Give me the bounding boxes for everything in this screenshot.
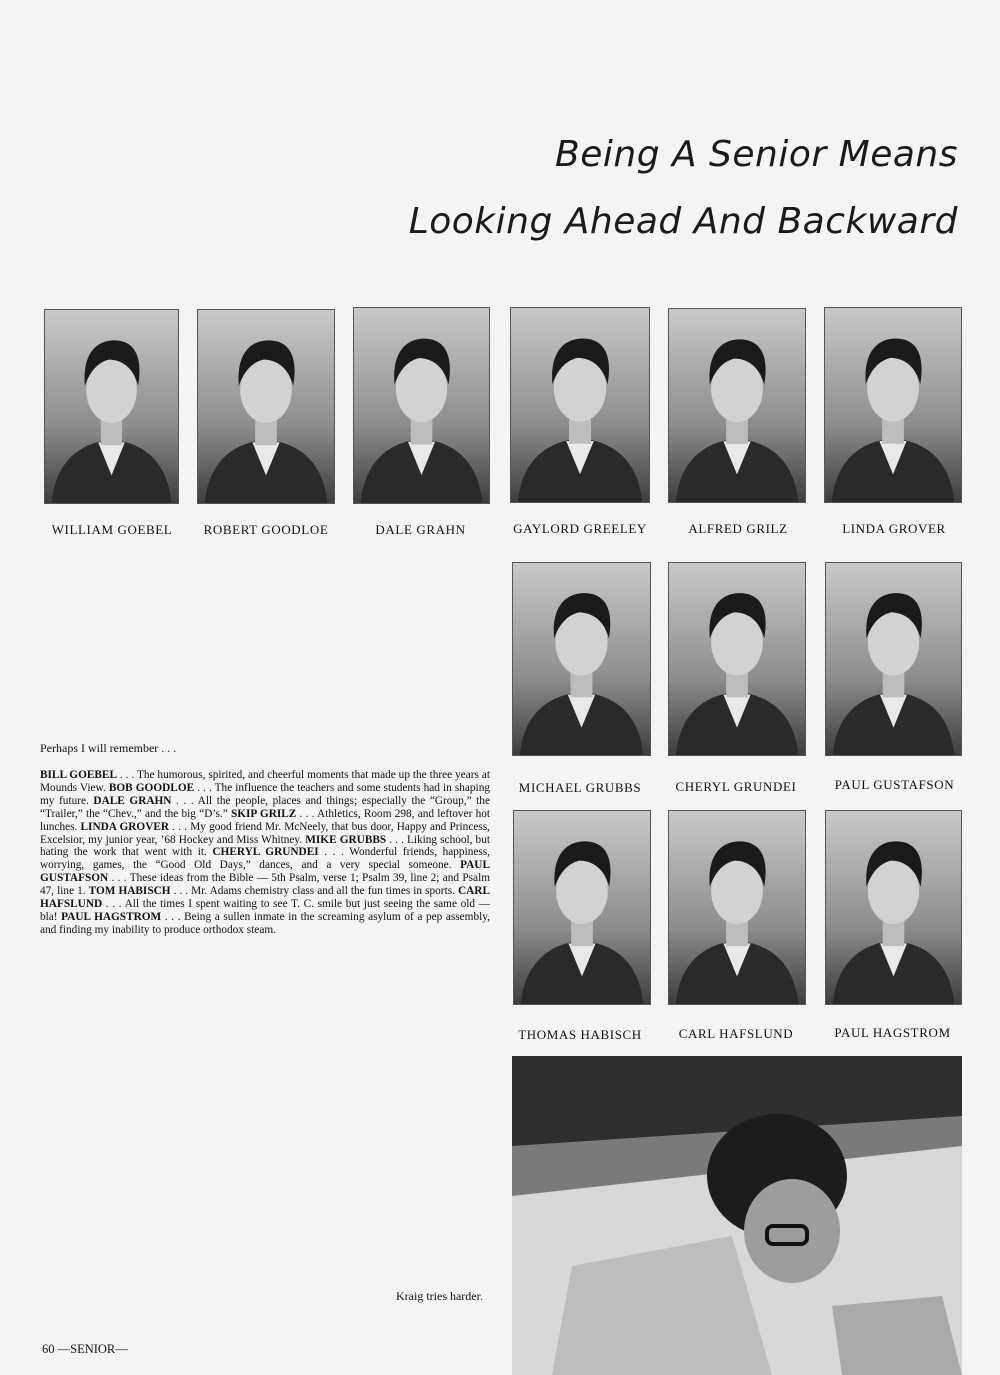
entry-text: . . . All the people, places and things; especially the “Group,” the “Trailer,” the “Chev.,” and the big “D’s.” xyxy=(40,794,490,820)
entry-name: DALE GRAHN xyxy=(93,794,172,807)
portrait-photo-icon xyxy=(669,309,805,502)
portrait-name: CHERYL GRUNDEI xyxy=(675,779,797,794)
entry-text: . . . The influence the teachers and some students had in shaping my future. xyxy=(40,781,490,807)
portrait-name: GAYLORD GREELEY xyxy=(513,521,647,536)
entry-text: . . . All the times I spent waiting to see T. C. smile but just seeing the same old — bla! xyxy=(40,898,490,923)
portrait-photo-icon xyxy=(826,811,961,1004)
portrait-name: PAUL GUSTAFSON xyxy=(834,777,955,792)
entry-text: . . . The humorous, spirited, and cheerful moments that made up the three years at Mounds View. xyxy=(40,769,490,794)
entry-text: . . . My good friend Mr. McNeely, that bus door, Happy and Princess, Excelsior, my junior year, ’68 Hockey and Miss Whitney. xyxy=(40,820,490,846)
entry-name: TOM HABISCH xyxy=(88,885,171,898)
entry-text: . . . Mr. Adams chemistry class and all the fun times in sports. xyxy=(170,885,458,898)
entry-name: MIKE GRUBBS xyxy=(305,833,387,846)
portrait-name: WILLIAM GOEBEL xyxy=(51,522,173,537)
portrait-name: ALFRED GRILZ xyxy=(688,521,788,536)
portrait-photo-paul-gustafson xyxy=(825,562,962,756)
entry-name: CHERYL GRUNDEI xyxy=(212,846,319,859)
portrait-photo-icon xyxy=(511,308,649,502)
portrait-name: DALE GRAHN xyxy=(375,522,466,537)
portrait-name: PAUL HAGSTROM xyxy=(834,1025,951,1040)
entry-name: LINDA GROVER xyxy=(80,820,170,833)
candid-caption: Kraig tries harder. xyxy=(396,1289,483,1303)
portrait-name: MICHAEL GRUBBS xyxy=(518,780,642,795)
portrait-photo-icon xyxy=(669,811,805,1004)
portrait-photo-thomas-habisch xyxy=(513,810,651,1005)
portrait-name: LINDA GROVER xyxy=(842,521,946,536)
entry-text: . . . Liking school, but hating the work that went with it. xyxy=(40,833,490,859)
candid-photo-icon xyxy=(512,1056,962,1375)
entry-name: CARL HAFSLUND xyxy=(40,885,490,911)
portrait-name: ROBERT GOODLOE xyxy=(203,522,329,537)
page-folio: 60 —SENIOR— xyxy=(42,1342,128,1356)
candid-photo xyxy=(512,1056,962,1375)
portrait-photo-icon xyxy=(513,563,650,755)
entry-name: PAUL GUSTAFSON xyxy=(40,859,490,885)
entry-text: . . . These ideas from the Bible — 5th Psalm, verse 1; Psalm 39, line 2; and Psalm 47, line 1. xyxy=(40,872,490,898)
portrait-photo-paul-hagstrom xyxy=(825,810,962,1005)
portrait-photo-carl-hafslund xyxy=(668,810,806,1005)
portrait-photo-icon xyxy=(514,811,650,1004)
entry-text: . . . Athletics, Room 298, and leftover hot lunches. xyxy=(40,807,491,833)
page-title-line-2: Looking Ahead And Backward xyxy=(408,201,958,242)
portrait-photo-william-goebel xyxy=(44,309,179,504)
portrait-photo-alfred-grilz xyxy=(668,308,806,503)
portrait-name: THOMAS HABISCH xyxy=(518,1027,642,1042)
portrait-name: CARL HAFSLUND xyxy=(678,1026,794,1041)
portrait-photo-robert-goodloe xyxy=(197,309,335,504)
portrait-photo-icon xyxy=(354,308,489,503)
entry-name: SKIP GRILZ xyxy=(230,807,297,820)
entry-name: BOB GOODLOE xyxy=(108,781,195,794)
portrait-photo-linda-grover xyxy=(824,307,962,503)
entry-name: PAUL HAGSTROM xyxy=(61,910,162,923)
page-title-line-1: Being A Senior Means xyxy=(555,134,958,175)
portrait-photo-michael-grubbs xyxy=(512,562,651,756)
entry-text: . . . Being a sullen inmate in the screaming asylum of a pep assembly, and finding my inability to produce orthodox steam. xyxy=(40,910,490,936)
portrait-photo-icon xyxy=(669,563,805,755)
remembrances-text xyxy=(40,769,490,937)
portrait-photo-dale-grahn xyxy=(353,307,490,504)
intro-text: Perhaps I will remember . . . xyxy=(40,741,177,755)
portrait-photo-icon xyxy=(198,310,334,503)
portrait-photo-icon xyxy=(825,308,961,502)
portrait-photo-cheryl-grundei xyxy=(668,562,806,756)
portrait-photo-icon xyxy=(826,563,961,755)
entry-text: . . . Wonderful friends, happiness, worrying, games, the “Good Old Days,” dances, and a very special someone. xyxy=(40,846,490,872)
entry-name: BILL GOEBEL xyxy=(40,769,118,781)
portrait-photo-gaylord-greeley xyxy=(510,307,650,503)
portrait-photo-icon xyxy=(45,310,178,503)
